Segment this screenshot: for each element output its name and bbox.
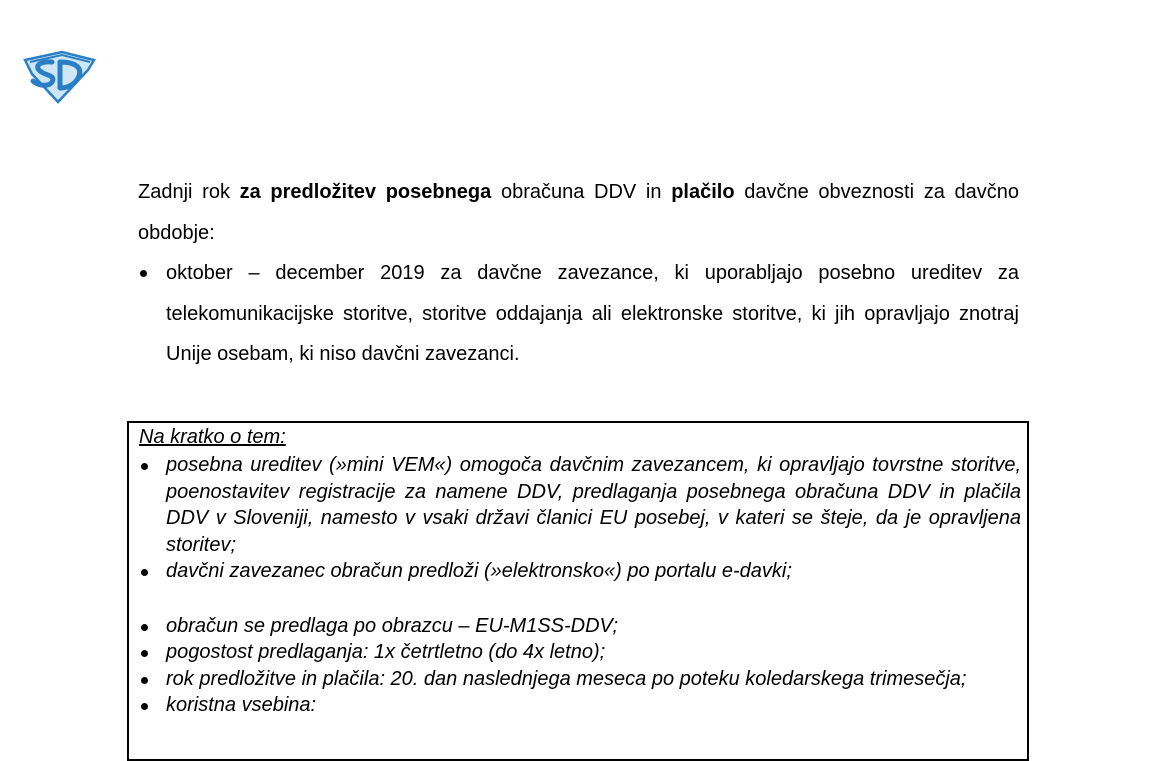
summary-list-item: posebna ureditev (»mini VEM«) omogoča davčnim zavezancem, ki opravljajo tovrstne storitve, poenostavitev registracije za namene DDV, predlaganja posebnega obračuna DDV in plačila DDV v Sloveniji, namesto v vsaki državi članici EU posebej, v kateri se šteje, da je opravljena storitev;	[139, 452, 1021, 558]
summary-box-title: Na kratko o tem:	[139, 426, 286, 448]
intro-text-2: obračuna DDV in	[491, 181, 672, 203]
intro-bold-1: za predložitev posebnega	[239, 181, 492, 203]
intro-text-3: davčne obveznosti za davčno obdobje:	[138, 181, 1019, 244]
intro-list-item: oktober – december 2019 za davčne zavezance, ki uporabljajo posebno ureditev za telekomunikacijske storitve, storitve oddajanja ali elektronske storitve, ki jih opravljajo znotraj Unije osebam, ki niso davčni zavezanci.	[138, 253, 1019, 375]
intro-list	[138, 253, 1019, 375]
summary-list-item: pogostost predlaganja: 1x četrtletno (do 4x letno);	[139, 639, 1021, 666]
summary-box-list	[139, 452, 1021, 719]
intro-text-1: Zadnji rok	[138, 181, 240, 203]
summary-list-item: davčni zavezanec obračun predloži (»elektronsko«) po portalu e-davki;	[139, 558, 1021, 585]
sd-shield-logo-icon	[22, 48, 96, 104]
intro-bold-2: plačilo	[671, 181, 735, 203]
summary-list-item: koristna vsebina:	[139, 692, 1021, 719]
summary-list-item: rok predložitve in plačila: 20. dan naslednjega meseca po poteku koledarskega trimesečja;	[139, 666, 1021, 693]
summary-list-item: obračun se predlaga po obrazcu – EU-M1SS-DDV;	[139, 613, 1021, 640]
intro-paragraph	[138, 172, 1019, 253]
summary-box	[127, 421, 1029, 761]
